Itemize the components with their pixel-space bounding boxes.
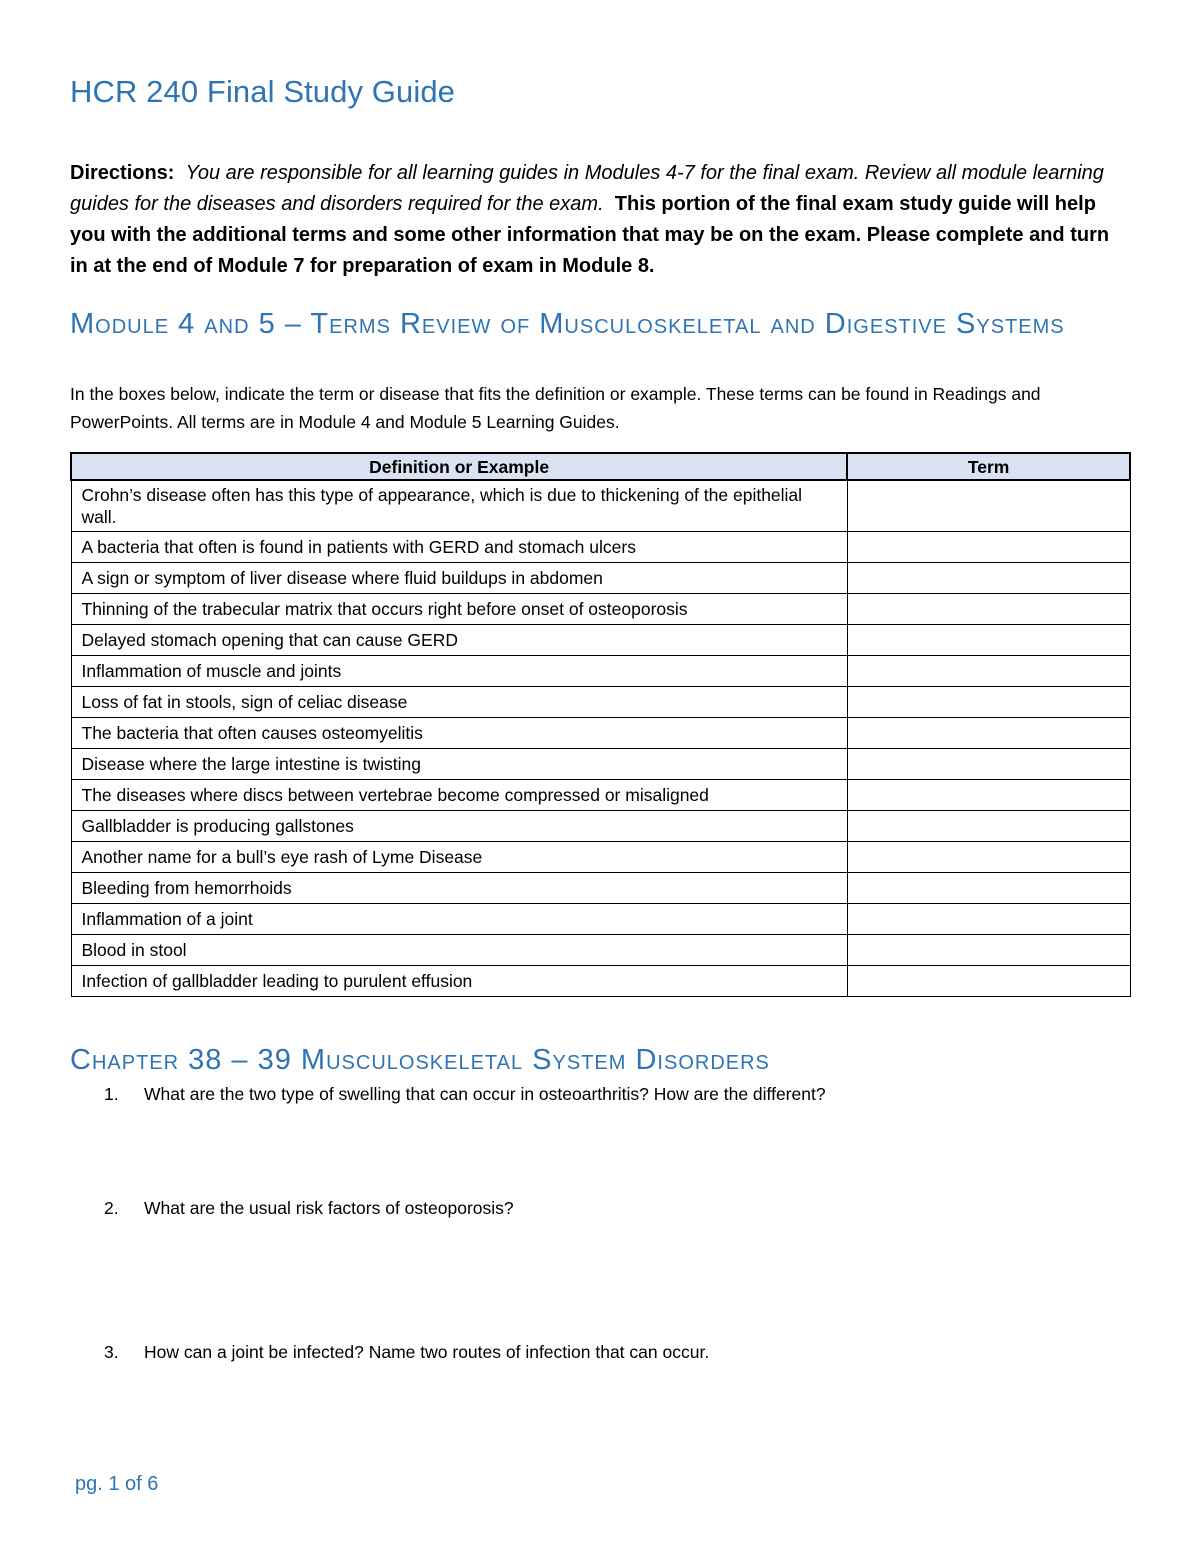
definition-cell: Crohn’s disease often has this type of appearance, which is due to thickening of the epithelial wall. bbox=[71, 480, 847, 532]
definition-cell: A sign or symptom of liver disease where fluid buildups in abdomen bbox=[71, 563, 847, 594]
term-cell[interactable] bbox=[847, 718, 1130, 749]
question-number: 3. bbox=[104, 1342, 119, 1362]
table-row bbox=[71, 811, 1130, 842]
term-cell[interactable] bbox=[847, 563, 1130, 594]
term-cell[interactable] bbox=[847, 842, 1130, 873]
definition-cell: Disease where the large intestine is twisting bbox=[71, 749, 847, 780]
table-row bbox=[71, 687, 1130, 718]
question-number: 1. bbox=[104, 1084, 119, 1104]
term-cell[interactable] bbox=[847, 480, 1130, 532]
terms-table bbox=[70, 452, 1131, 997]
definition-cell: Bleeding from hemorrhoids bbox=[71, 873, 847, 904]
table-instructions: In the boxes below, indicate the term or disease that fits the definition or example. These terms can be found in Readings and PowerPoints. All terms are in Module 4 and Module 5 Learning Guides. bbox=[70, 384, 1041, 432]
table-row bbox=[71, 480, 1130, 532]
column-header-definition: Definition or Example bbox=[71, 453, 847, 480]
table-row bbox=[71, 780, 1130, 811]
table-row bbox=[71, 935, 1130, 966]
table-row bbox=[71, 842, 1130, 873]
term-cell[interactable] bbox=[847, 904, 1130, 935]
term-cell[interactable] bbox=[847, 656, 1130, 687]
question-text: What are the two type of swelling that can occur in osteoarthritis? How are the different? bbox=[144, 1084, 826, 1104]
directions-label: Directions: bbox=[70, 162, 175, 184]
page-number: pg. 1 of 6 bbox=[75, 1473, 159, 1495]
table-row bbox=[71, 718, 1130, 749]
column-header-term: Term bbox=[847, 453, 1130, 480]
list-item bbox=[70, 1342, 709, 1363]
question-text: What are the usual risk factors of osteoporosis? bbox=[144, 1198, 514, 1218]
definition-cell: Gallbladder is producing gallstones bbox=[71, 811, 847, 842]
directions-italic-text: You are responsible for all learning guides in Modules 4-7 for the final exam. Review all module learning guides for the diseases and disorders required for the exam. bbox=[70, 162, 1104, 215]
term-cell[interactable] bbox=[847, 687, 1130, 718]
table-row bbox=[71, 532, 1130, 563]
table-row bbox=[71, 656, 1130, 687]
section-heading-musculoskeletal-disorders: Chapter 38 – 39 Musculoskeletal System Disorders bbox=[70, 1044, 770, 1076]
term-cell[interactable] bbox=[847, 625, 1130, 656]
table-row bbox=[71, 749, 1130, 780]
term-cell[interactable] bbox=[847, 811, 1130, 842]
table-header-row bbox=[71, 453, 1130, 480]
term-cell[interactable] bbox=[847, 873, 1130, 904]
list-item bbox=[70, 1084, 826, 1105]
definition-cell: The diseases where discs between vertebrae become compressed or misaligned bbox=[71, 780, 847, 811]
definition-cell: Thinning of the trabecular matrix that occurs right before onset of osteoporosis bbox=[71, 594, 847, 625]
term-cell[interactable] bbox=[847, 935, 1130, 966]
table-row bbox=[71, 594, 1130, 625]
term-cell[interactable] bbox=[847, 532, 1130, 563]
table-row bbox=[71, 873, 1130, 904]
table-row bbox=[71, 563, 1130, 594]
definition-cell: Inflammation of a joint bbox=[71, 904, 847, 935]
section-heading-terms-review: Module 4 and 5 – Terms Review of Musculoskeletal and Digestive Systems bbox=[70, 308, 1065, 340]
definition-cell: Delayed stomach opening that can cause GERD bbox=[71, 625, 847, 656]
question-number: 2. bbox=[104, 1198, 119, 1218]
definition-cell: Blood in stool bbox=[71, 935, 847, 966]
definition-cell: Loss of fat in stools, sign of celiac disease bbox=[71, 687, 847, 718]
table-row bbox=[71, 966, 1130, 997]
term-cell[interactable] bbox=[847, 780, 1130, 811]
term-cell[interactable] bbox=[847, 594, 1130, 625]
definition-cell: A bacteria that often is found in patients with GERD and stomach ulcers bbox=[71, 532, 847, 563]
table-row bbox=[71, 904, 1130, 935]
directions-bold-text: This portion of the final exam study guide will help you with the additional terms and some other information that may be on the exam. Please complete and turn in at the end of Module 7 for preparation of exam in Module 8. bbox=[70, 193, 1110, 277]
definition-cell: Inflammation of muscle and joints bbox=[71, 656, 847, 687]
table-row bbox=[71, 625, 1130, 656]
definition-cell: Infection of gallbladder leading to purulent effusion bbox=[71, 966, 847, 997]
term-cell[interactable] bbox=[847, 749, 1130, 780]
definition-cell: The bacteria that often causes osteomyelitis bbox=[71, 718, 847, 749]
question-text: How can a joint be infected? Name two routes of infection that can occur. bbox=[144, 1342, 710, 1362]
directions-paragraph bbox=[70, 158, 1130, 282]
page-title: HCR 240 Final Study Guide bbox=[70, 74, 456, 109]
definition-cell: Another name for a bull’s eye rash of Lyme Disease bbox=[71, 842, 847, 873]
term-cell[interactable] bbox=[847, 966, 1130, 997]
list-item bbox=[70, 1198, 514, 1219]
